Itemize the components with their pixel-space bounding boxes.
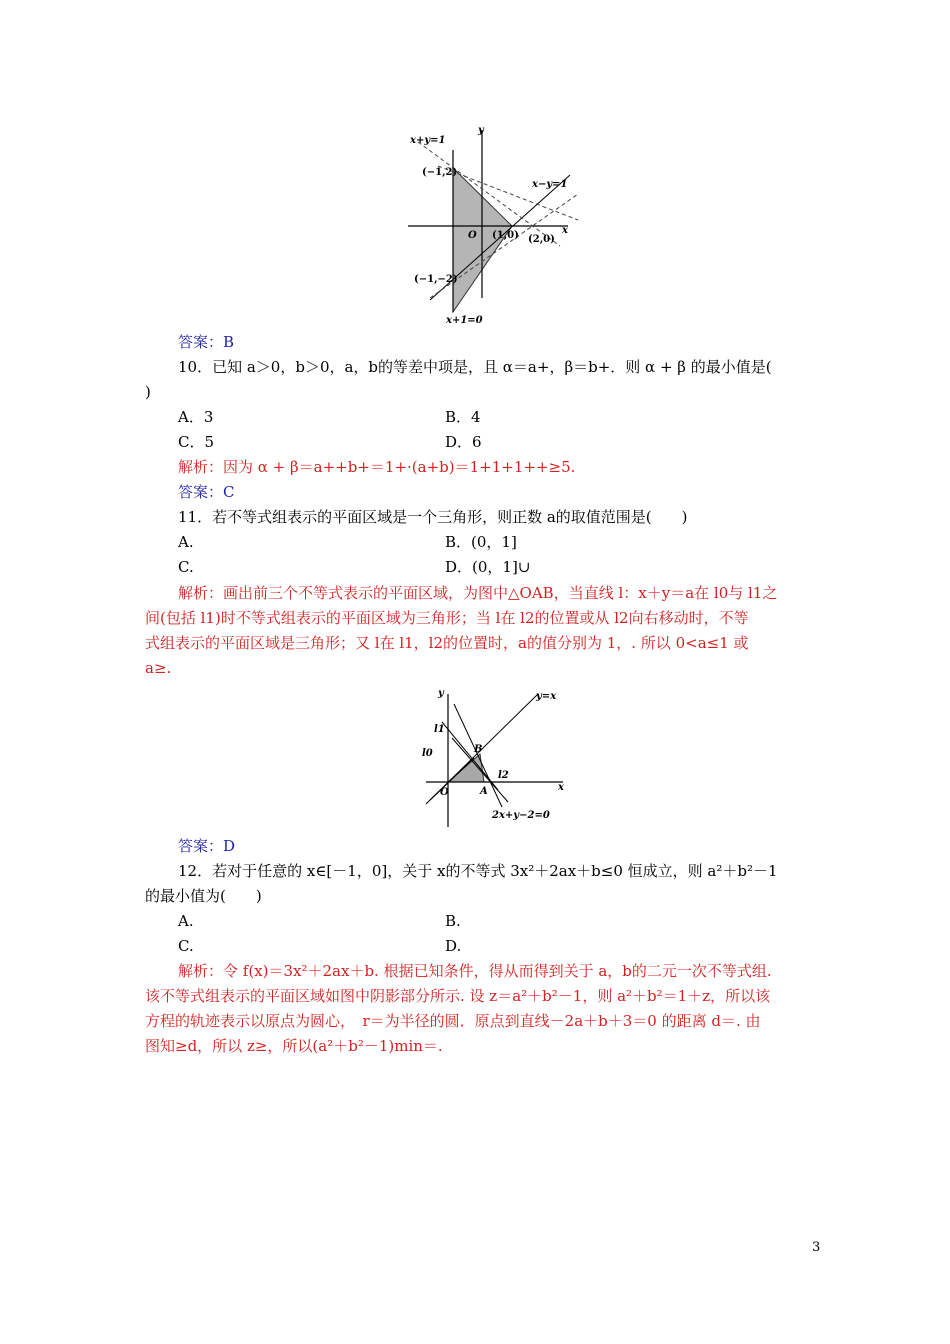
- label-xy1: x+y=1: [410, 135, 446, 146]
- label-O: O: [468, 230, 477, 241]
- label-x: x: [562, 225, 568, 236]
- label-y: y: [438, 688, 444, 699]
- label-xmy1: x−y=1: [532, 179, 568, 190]
- q10-option-a: A．3: [178, 408, 214, 426]
- q9-answer: 答案：B: [178, 333, 235, 351]
- q11-analysis-line2: 间(包括 l1)时不等式组表示的平面区域为三角形；当 l在 l2的位置或从 l2向右移动时，不等: [145, 609, 749, 627]
- label-yx: y=x: [536, 691, 557, 702]
- label-m1m2: (−1,−2): [414, 274, 458, 285]
- label-A: A: [480, 786, 488, 797]
- label-m12: (−1,2): [422, 167, 458, 178]
- label-20: (2,0): [528, 234, 555, 245]
- page-number: 3: [812, 1240, 821, 1255]
- label-x: x: [558, 782, 564, 793]
- q11-analysis-line1: 解析：画出前三个不等式表示的平面区域，为图中△OAB，当直线 l：x＋y＝a在 l0与 l1之: [178, 584, 778, 602]
- label-l2: l2: [498, 770, 509, 781]
- label-line: 2x+y−2=0: [492, 810, 550, 821]
- q10-option-c: C．5: [178, 433, 215, 451]
- q10-answer: 答案：C: [178, 483, 235, 501]
- q12-stem-line1: 12．若对于任意的 x∈[－1，0]，关于 x的不等式 3x²＋2ax＋b≤0 恒成立，则 a²＋b²－1: [178, 862, 778, 880]
- q11-option-d: D．(0，1]∪: [445, 558, 531, 576]
- q12-analysis-line2: 该不等式组表示的平面区域如图中阴影部分所示. 设 z＝a²＋b²－1，则 a²＋b²＝1＋z，所以该: [145, 987, 771, 1005]
- q12-analysis-line4: 图知≥d，所以 z≥，所以(a²＋b²－1)min＝.: [145, 1037, 443, 1055]
- q12-option-a: A.: [178, 912, 194, 930]
- q12-option-d: D.: [445, 937, 462, 955]
- label-x1: x+1=0: [446, 315, 483, 326]
- q11-analysis-line3: 式组表示的平面区域是三角形；又 l在 l1，l2的位置时，a的值分别为 1，. 所以 0<a≤1 或: [145, 634, 749, 652]
- label-O: O: [440, 787, 449, 798]
- figure-feasible-region-2: [418, 682, 574, 830]
- q11-option-b: B．(0，1]: [445, 533, 517, 551]
- label-10: (1,0): [492, 230, 519, 241]
- label-l0: l0: [422, 748, 433, 759]
- q11-option-a: A.: [178, 533, 194, 551]
- q12-analysis-line1: 解析：令 f(x)＝3x²＋2ax＋b. 根据已知条件，得从而得到关于 a，b的二元一次不等式组.: [178, 962, 772, 980]
- q12-stem-line2: 的最小值为( ): [145, 887, 262, 905]
- q12-analysis-line3: 方程的轨迹表示以原点为圆心， r＝为半径的圆．原点到直线－2a＋b＋3＝0 的距离 d＝. 由: [145, 1012, 761, 1030]
- label-y: y: [478, 125, 484, 136]
- figure-feasible-region-1: [400, 120, 592, 326]
- q10-option-d: D．6: [445, 433, 482, 451]
- q10-stem-line1: 10．已知 a＞0，b＞0，a，b的等差中项是，且 α＝a+，β＝b+．则 α + β 的最小值是(: [178, 358, 772, 376]
- q11-stem: 11．若不等式组表示的平面区域是一个三角形，则正数 a的取值范围是( ): [178, 508, 688, 526]
- q11-analysis-line4: a≥.: [145, 659, 172, 677]
- q10-analysis: 解析：因为 α + β＝a++b+＝1+·(a+b)＝1+1+1++≥5.: [178, 458, 576, 476]
- q12-option-b: B.: [445, 912, 461, 930]
- label-l1: l1: [434, 724, 445, 735]
- q12-option-c: C.: [178, 937, 194, 955]
- q10-stem-line2: ): [145, 383, 151, 401]
- label-B: B: [474, 744, 483, 755]
- q10-option-b: B．4: [445, 408, 481, 426]
- q11-option-c: C.: [178, 558, 194, 576]
- q11-answer: 答案：D: [178, 837, 236, 855]
